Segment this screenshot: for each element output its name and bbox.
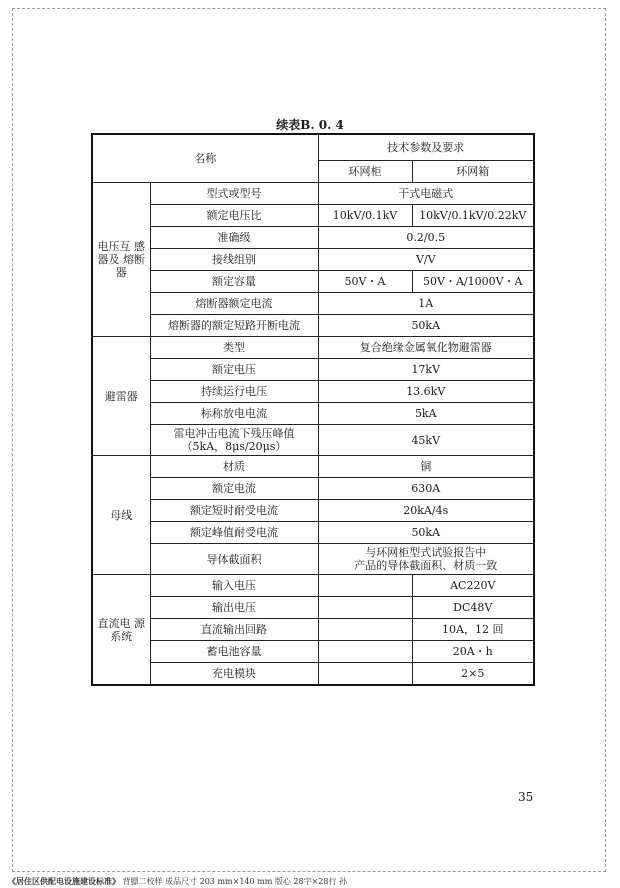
value-ring-main-box: 20A・h	[412, 641, 534, 663]
value-ring-main-unit	[318, 597, 412, 619]
item-name: 输入电压	[150, 575, 318, 597]
value-merged: 干式电磁式	[318, 183, 534, 205]
item-name: 直流输出回路	[150, 619, 318, 641]
table-row	[92, 425, 534, 456]
item-name: 额定电压	[150, 359, 318, 381]
item-name: 充电模块	[150, 663, 318, 686]
value-merged: 13.6kV	[318, 381, 534, 403]
footer	[8, 876, 347, 887]
table-row	[92, 381, 534, 403]
item-name: 材质	[150, 456, 318, 478]
group-label: 电压互 感器及 熔断器	[92, 183, 150, 337]
value-merged: 630A	[318, 478, 534, 500]
value-merged: 铜	[318, 456, 534, 478]
table-row	[92, 597, 534, 619]
value-ring-main-box: 10kV/0.1kV/0.22kV	[412, 205, 534, 227]
value-merged: 1A	[318, 293, 534, 315]
item-name: 雷电冲击电流下残压峰值 （5kA，8μs/20μs）	[150, 425, 318, 456]
item-name: 熔断器的额定短路开断电流	[150, 315, 318, 337]
item-name: 接线组别	[150, 249, 318, 271]
spec-table-body	[92, 183, 534, 686]
header-col-a: 环网柜	[318, 161, 412, 183]
value-merged: 50kA	[318, 315, 534, 337]
item-name: 额定容量	[150, 271, 318, 293]
value-merged: 复合绝缘金属氧化物避雷器	[318, 337, 534, 359]
table-row	[92, 619, 534, 641]
item-name: 型式或型号	[150, 183, 318, 205]
value-merged: 5kA	[318, 403, 534, 425]
value-merged: V/V	[318, 249, 534, 271]
table-row	[92, 249, 534, 271]
value-ring-main-box: DC48V	[412, 597, 534, 619]
item-name: 额定短时耐受电流	[150, 500, 318, 522]
table-row	[92, 641, 534, 663]
item-name: 类型	[150, 337, 318, 359]
footer-book-title: 《居住区供配电设施建设标准》	[8, 876, 120, 886]
footer-meta: 背膘二校样 成品尺寸 203 mm×140 mm 版心 28字×28行 孙	[120, 877, 347, 886]
value-ring-main-box: 10A，12 回	[412, 619, 534, 641]
item-name: 额定电压比	[150, 205, 318, 227]
value-merged: 20kA/4s	[318, 500, 534, 522]
table-row	[92, 293, 534, 315]
table-row	[92, 575, 534, 597]
table-row	[92, 456, 534, 478]
page-number: 35	[518, 790, 534, 804]
table-row	[92, 359, 534, 381]
table-row	[92, 663, 534, 686]
group-label: 直流电 源系统	[92, 575, 150, 686]
table-row	[92, 205, 534, 227]
item-name: 准确级	[150, 227, 318, 249]
value-ring-main-unit	[318, 641, 412, 663]
item-name: 标称放电电流	[150, 403, 318, 425]
table-row	[92, 315, 534, 337]
group-label: 母线	[92, 456, 150, 575]
item-name: 熔断器额定电流	[150, 293, 318, 315]
item-name: 蓄电池容量	[150, 641, 318, 663]
value-ring-main-unit	[318, 619, 412, 641]
table-row	[92, 500, 534, 522]
item-name: 持续运行电压	[150, 381, 318, 403]
table-row	[92, 183, 534, 205]
table-row	[92, 227, 534, 249]
item-name: 导体截面积	[150, 544, 318, 575]
value-merged: 17kV	[318, 359, 534, 381]
value-merged: 与环网柜型式试验报告中 产品的导体截面积、材质一致	[318, 544, 534, 575]
item-name: 额定电流	[150, 478, 318, 500]
value-ring-main-unit	[318, 575, 412, 597]
table-row	[92, 522, 534, 544]
value-merged: 45kV	[318, 425, 534, 456]
group-label: 避雷器	[92, 337, 150, 456]
value-ring-main-unit: 50V・A	[318, 271, 412, 293]
value-merged: 0.2/0.5	[318, 227, 534, 249]
value-ring-main-box: 50V・A/1000V・A	[412, 271, 534, 293]
header-col-b: 环网箱	[412, 161, 534, 183]
value-ring-main-box: AC220V	[412, 575, 534, 597]
header-tech: 技术参数及要求	[318, 134, 534, 161]
table-row	[92, 478, 534, 500]
table-row	[92, 544, 534, 575]
table-title: 续表B. 0. 4	[276, 118, 344, 132]
table-row	[92, 271, 534, 293]
value-ring-main-unit: 10kV/0.1kV	[318, 205, 412, 227]
item-name: 额定峰值耐受电流	[150, 522, 318, 544]
spec-table	[91, 133, 535, 686]
item-name: 输出电压	[150, 597, 318, 619]
table-row	[92, 403, 534, 425]
table-row	[92, 337, 534, 359]
value-merged: 50kA	[318, 522, 534, 544]
value-ring-main-box: 2×5	[412, 663, 534, 686]
header-name: 名称	[92, 134, 318, 183]
value-ring-main-unit	[318, 663, 412, 686]
